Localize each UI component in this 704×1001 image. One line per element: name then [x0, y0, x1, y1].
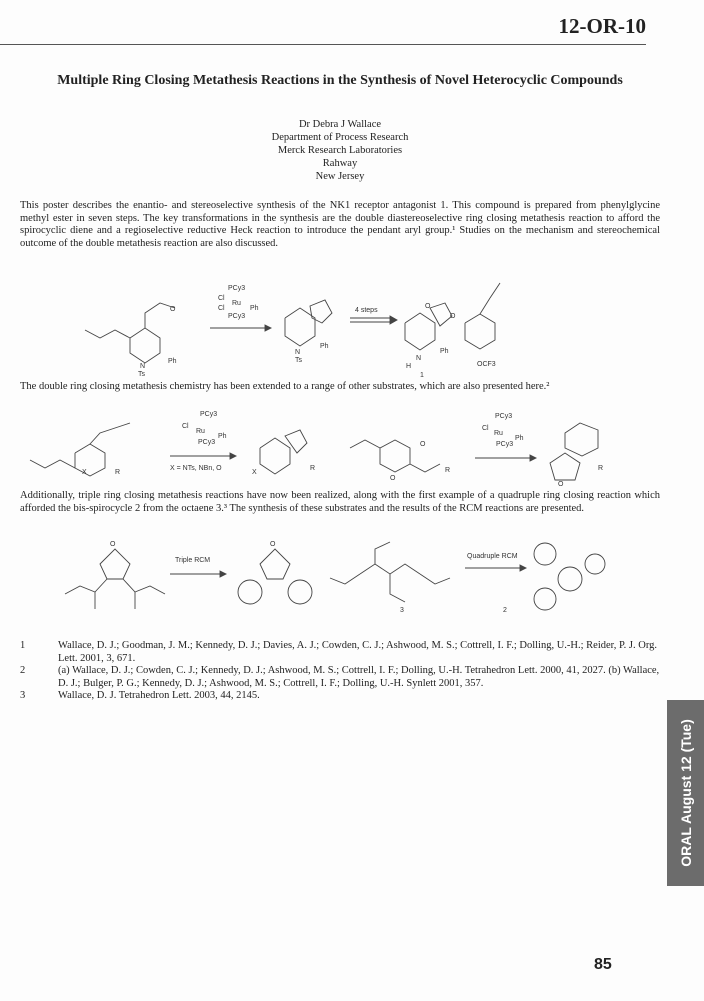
svg-text:R: R	[310, 465, 316, 472]
svg-text:O: O	[170, 306, 176, 313]
author-block	[140, 118, 540, 183]
svg-text:Ph: Ph	[515, 435, 524, 442]
reference-text: (a) Wallace, D. J.; Cowden, C. J.; Kennedy, D. J.; Ashwood, M. S.; Cottrell, I. F.; Dolling, U.-H. Tetrahedron Lett. 2000, 41, 2027. (b) Wallace, D. J.; Bulger, P. G.; Kennedy, D. J.; Ashwood, M. S.; Cottrell, I. F.; Dolling, U.-H. Synlett 2001, 357.	[58, 665, 660, 689]
svg-text:PCy3: PCy3	[228, 313, 246, 320]
svg-text:3: 3	[400, 607, 404, 614]
author-organization: Merck Research Laboratories	[277, 145, 403, 156]
reference-number: 2	[20, 665, 26, 676]
svg-text:PCy3: PCy3	[495, 413, 513, 420]
scheme-2-double-rcm	[20, 408, 660, 488]
reference-item	[20, 665, 660, 690]
abstract-paragraph-1: This poster describes the enantio- and stereoselective synthesis of the NK1 receptor antagonist 1. This compound is prepared from phenylglycine methyl ester in seven steps. The key transformations in the synthesis are the double diastereoselective ring closing metathesis reaction to afford the spirocyclic diene and a regioselective reductive Heck reaction to introduce the pendant aryl group.¹ Studies on the mechanism and stereochemical outcome of the double metathesis reaction are also discussed.	[20, 200, 660, 249]
author-name: Dr Debra J Wallace	[298, 119, 382, 130]
svg-text:Ph: Ph	[168, 358, 177, 365]
svg-text:R: R	[445, 467, 451, 474]
svg-text:O: O	[420, 441, 426, 448]
reference-text: Wallace, D. J. Tetrahedron Lett. 2003, 44, 2145.	[58, 690, 260, 701]
svg-text:O: O	[425, 303, 431, 310]
svg-text:Ts: Ts	[138, 371, 145, 378]
svg-text:Ru: Ru	[494, 430, 503, 437]
svg-text:O: O	[450, 313, 456, 320]
reference-item	[20, 640, 660, 665]
svg-text:4 steps: 4 steps	[355, 307, 378, 314]
author-city: Rahway	[322, 158, 358, 169]
svg-text:Cl: Cl	[482, 425, 489, 432]
svg-text:R: R	[115, 469, 121, 476]
svg-text:Cl: Cl	[218, 305, 225, 312]
svg-text:Ph: Ph	[440, 348, 449, 355]
svg-text:O: O	[270, 541, 276, 548]
svg-text:PCy3: PCy3	[496, 441, 514, 448]
reference-item	[20, 690, 660, 703]
svg-text:Ru: Ru	[232, 300, 241, 307]
header-rule	[0, 44, 646, 45]
paper-title: Multiple Ring Closing Metathesis Reactions in the Synthesis of Novel Heterocyclic Compounds	[57, 73, 623, 88]
reference-number: 3	[20, 690, 26, 701]
abstract-paragraph-2: The double ring closing metathesis chemistry has been extended to a range of other substrates, which are also presented here.²	[20, 381, 550, 392]
reference-text: Wallace, D. J.; Goodman, J. M.; Kennedy, D. J.; Davies, A. J.; Cowden, C. J.; Ashwood, M. S.; Cottrell, I. F.; Dolling, U.-H.; Reider, P. J. Org. Lett. 2001, 3, 671.	[58, 640, 657, 664]
svg-text:2: 2	[503, 607, 507, 614]
svg-text:O: O	[110, 541, 116, 548]
svg-text:O: O	[390, 475, 396, 482]
author-state: New Jersey	[315, 171, 365, 182]
svg-text:Quadruple RCM: Quadruple RCM	[467, 553, 518, 560]
svg-text:Cl: Cl	[182, 423, 189, 430]
svg-text:PCy3: PCy3	[228, 285, 246, 292]
svg-text:R: R	[598, 465, 604, 472]
svg-text:Ts: Ts	[295, 357, 302, 364]
page-number: 85	[594, 956, 612, 973]
svg-text:N: N	[416, 355, 422, 362]
scheme-3-triple-quadruple-rcm	[20, 534, 660, 620]
svg-text:Ph: Ph	[250, 305, 259, 312]
svg-text:Ph: Ph	[320, 343, 329, 350]
session-code: 12-OR-10	[558, 14, 646, 38]
svg-text:OCF3: OCF3	[477, 361, 496, 368]
svg-text:N: N	[140, 363, 146, 370]
svg-text:Triple RCM: Triple RCM	[175, 557, 211, 564]
svg-text:O: O	[558, 481, 564, 488]
svg-text:X = NTs, NBn, O: X = NTs, NBn, O	[170, 465, 222, 472]
svg-text:Ph: Ph	[218, 433, 227, 440]
session-side-tab-label: ORAL August 12 (Tue)	[677, 719, 694, 867]
svg-text:1: 1	[420, 372, 424, 378]
svg-text:Cl: Cl	[218, 295, 225, 302]
svg-text:H: H	[406, 363, 412, 370]
svg-text:N: N	[295, 349, 301, 356]
svg-text:PCy3: PCy3	[198, 439, 216, 446]
author-department: Department of Process Research	[271, 132, 409, 143]
scheme-1-nk1-synthesis	[20, 278, 660, 378]
svg-text:X: X	[82, 469, 87, 476]
reference-number: 1	[20, 640, 26, 651]
references-list	[20, 640, 660, 703]
svg-text:Ru: Ru	[196, 428, 205, 435]
session-side-tab	[667, 700, 704, 886]
abstract-paragraph-3: Additionally, triple ring closing metathesis reactions have now been realized, along with the first example of a quadruple ring closing reaction which afforded the bis-spirocycle 2 from the octaene 3.³ The synthesis of these substrates and the results of the RCM reactions are presented.	[20, 490, 660, 514]
svg-text:X: X	[252, 469, 257, 476]
svg-text:PCy3: PCy3	[200, 411, 218, 418]
